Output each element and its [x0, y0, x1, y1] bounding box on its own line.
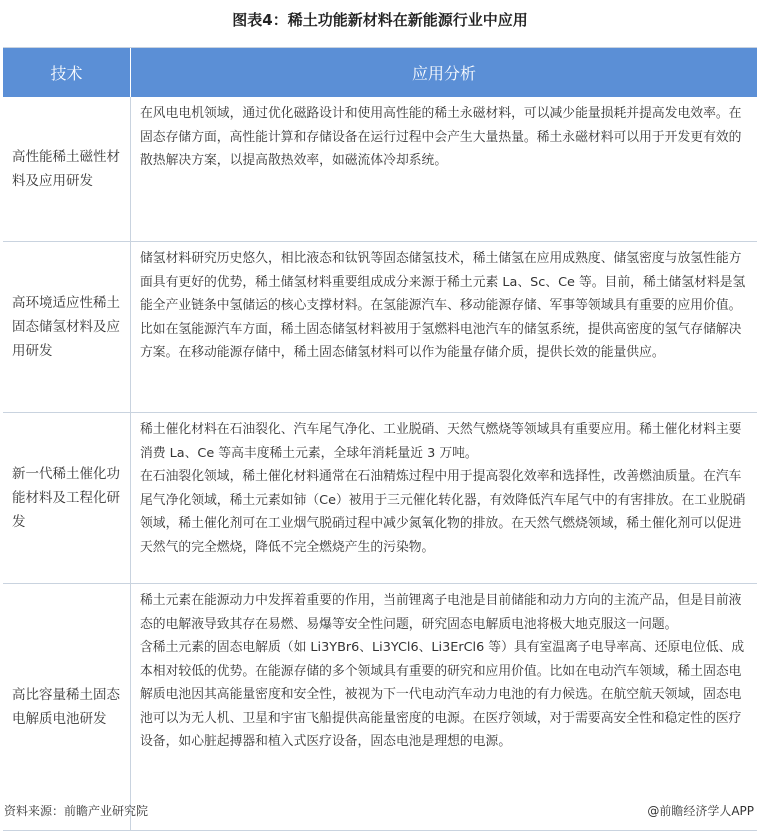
tech-cell: 新一代稀土催化功能材料及工程化研发 — [3, 413, 131, 583]
header-analysis: 应用分析 — [411, 64, 476, 83]
analysis-cell — [131, 584, 757, 830]
analysis-paragraph: 在风电电机领域，通过优化磁路设计和使用高性能的稀土永磁材料，可以减少能量损耗并提高发电效率。在固态存储方面，高性能计算和存储设备在运行过程中会产生大量热量。稀土永磁材料可以用于开发更有效的散热解决方案，以提高散热效率，如磁流体冷却系统。 — [140, 106, 742, 168]
tech-cell: 高环境适应性稀土固态储氢材料及应用研发 — [3, 242, 131, 412]
application-table — [3, 47, 757, 831]
chart-title: 图表4：稀土功能新材料在新能源行业中应用 — [232, 11, 528, 29]
table-row — [3, 242, 757, 413]
analysis-paragraph: 在石油裂化领域，稀土催化材料通常在石油精炼过程中用于提高裂化效率和选择性，改善燃油质量。在汽车尾气净化领域，稀土元素如铈（Ce）被用于三元催化转化器，有效降低汽车尾气中的有害排放。在工业脱硝领域，稀土催化剂可在工业烟气脱硝过程中减少氮氧化物的排放。在天然气燃烧领域，稀土催化剂可以促进天然气的完全燃烧，降低不完全燃烧产生的污染物。 — [140, 469, 746, 555]
table-row — [3, 97, 757, 242]
analysis-cell — [131, 242, 757, 412]
table-header — [3, 48, 757, 97]
analysis-paragraph: 储氢材料研究历史悠久，相比液态和钛钒等固态储氢技术，稀土储氢在应用成熟度、储氢密度与放氢性能方面具有更好的优势，稀土储氢材料重要组成成分来源于稀土元素 La、Sc、Ce 等。目前，稀土储氢材料是氢能全产业链条中氢储运的核心支撑材料。在氢能源汽车、移动能源存储、军事等领域具有重要的应用价值。比如在氢能源汽车方面，稀土固态储氢材料被用于氢燃料电池汽车的储氢系统，提供高密度的氢气存储解决方案。在移动能源存储中，稀土固态储氢材料可以作为能量存储介质，提供长效的能量供应。 — [140, 251, 746, 360]
table-row — [3, 413, 757, 584]
analysis-paragraph: 稀土催化材料在石油裂化、汽车尾气净化、工业脱硝、天然气燃烧等领域具有重要应用。稀土催化材料主要消费 La、Ce 等高丰度稀土元素，全球年消耗量近 3 万吨。 — [140, 422, 742, 461]
brand-note: @前瞻经济学人APP — [647, 804, 754, 818]
analysis-paragraph: 稀土元素在能源动力中发挥着重要的作用，当前锂离子电池是目前储能和动力方向的主流产品，但是目前液态的电解液导致其存在易燃、易爆等安全性问题，研究固态电解质电池将极大地克服这一问题。 — [140, 593, 742, 632]
table-row — [3, 584, 757, 831]
source-note: 资料来源：前瞻产业研究院 — [4, 804, 149, 818]
tech-cell: 高比容量稀土固态电解质电池研发 — [3, 584, 131, 830]
analysis-cell — [131, 97, 757, 241]
header-tech: 技术 — [3, 48, 131, 97]
analysis-paragraph: 含稀土元素的固态电解质（如 Li3YBr6、Li3YCl6、Li3ErCl6 等）具有室温离子电导率高、还原电位低、成本相对较低的优势。在能源存储的多个领域具有重要的研究和应用价值。比如在电动汽车领域，稀土固态电解质电池因其高能量密度和安全性，被视为下一代电动汽车动力电池的有力候选。在航空航天领域，固态电池可以为无人机、卫星和宇宙飞船提供高能量密度的电源。在医疗领域，对于需要高安全性和稳定性的医疗设备，如心脏起搏器和植入式医疗设备，固态电池是理想的电源。 — [140, 640, 745, 749]
tech-cell: 高性能稀土磁性材料及应用研发 — [3, 97, 131, 241]
analysis-cell — [131, 413, 757, 583]
